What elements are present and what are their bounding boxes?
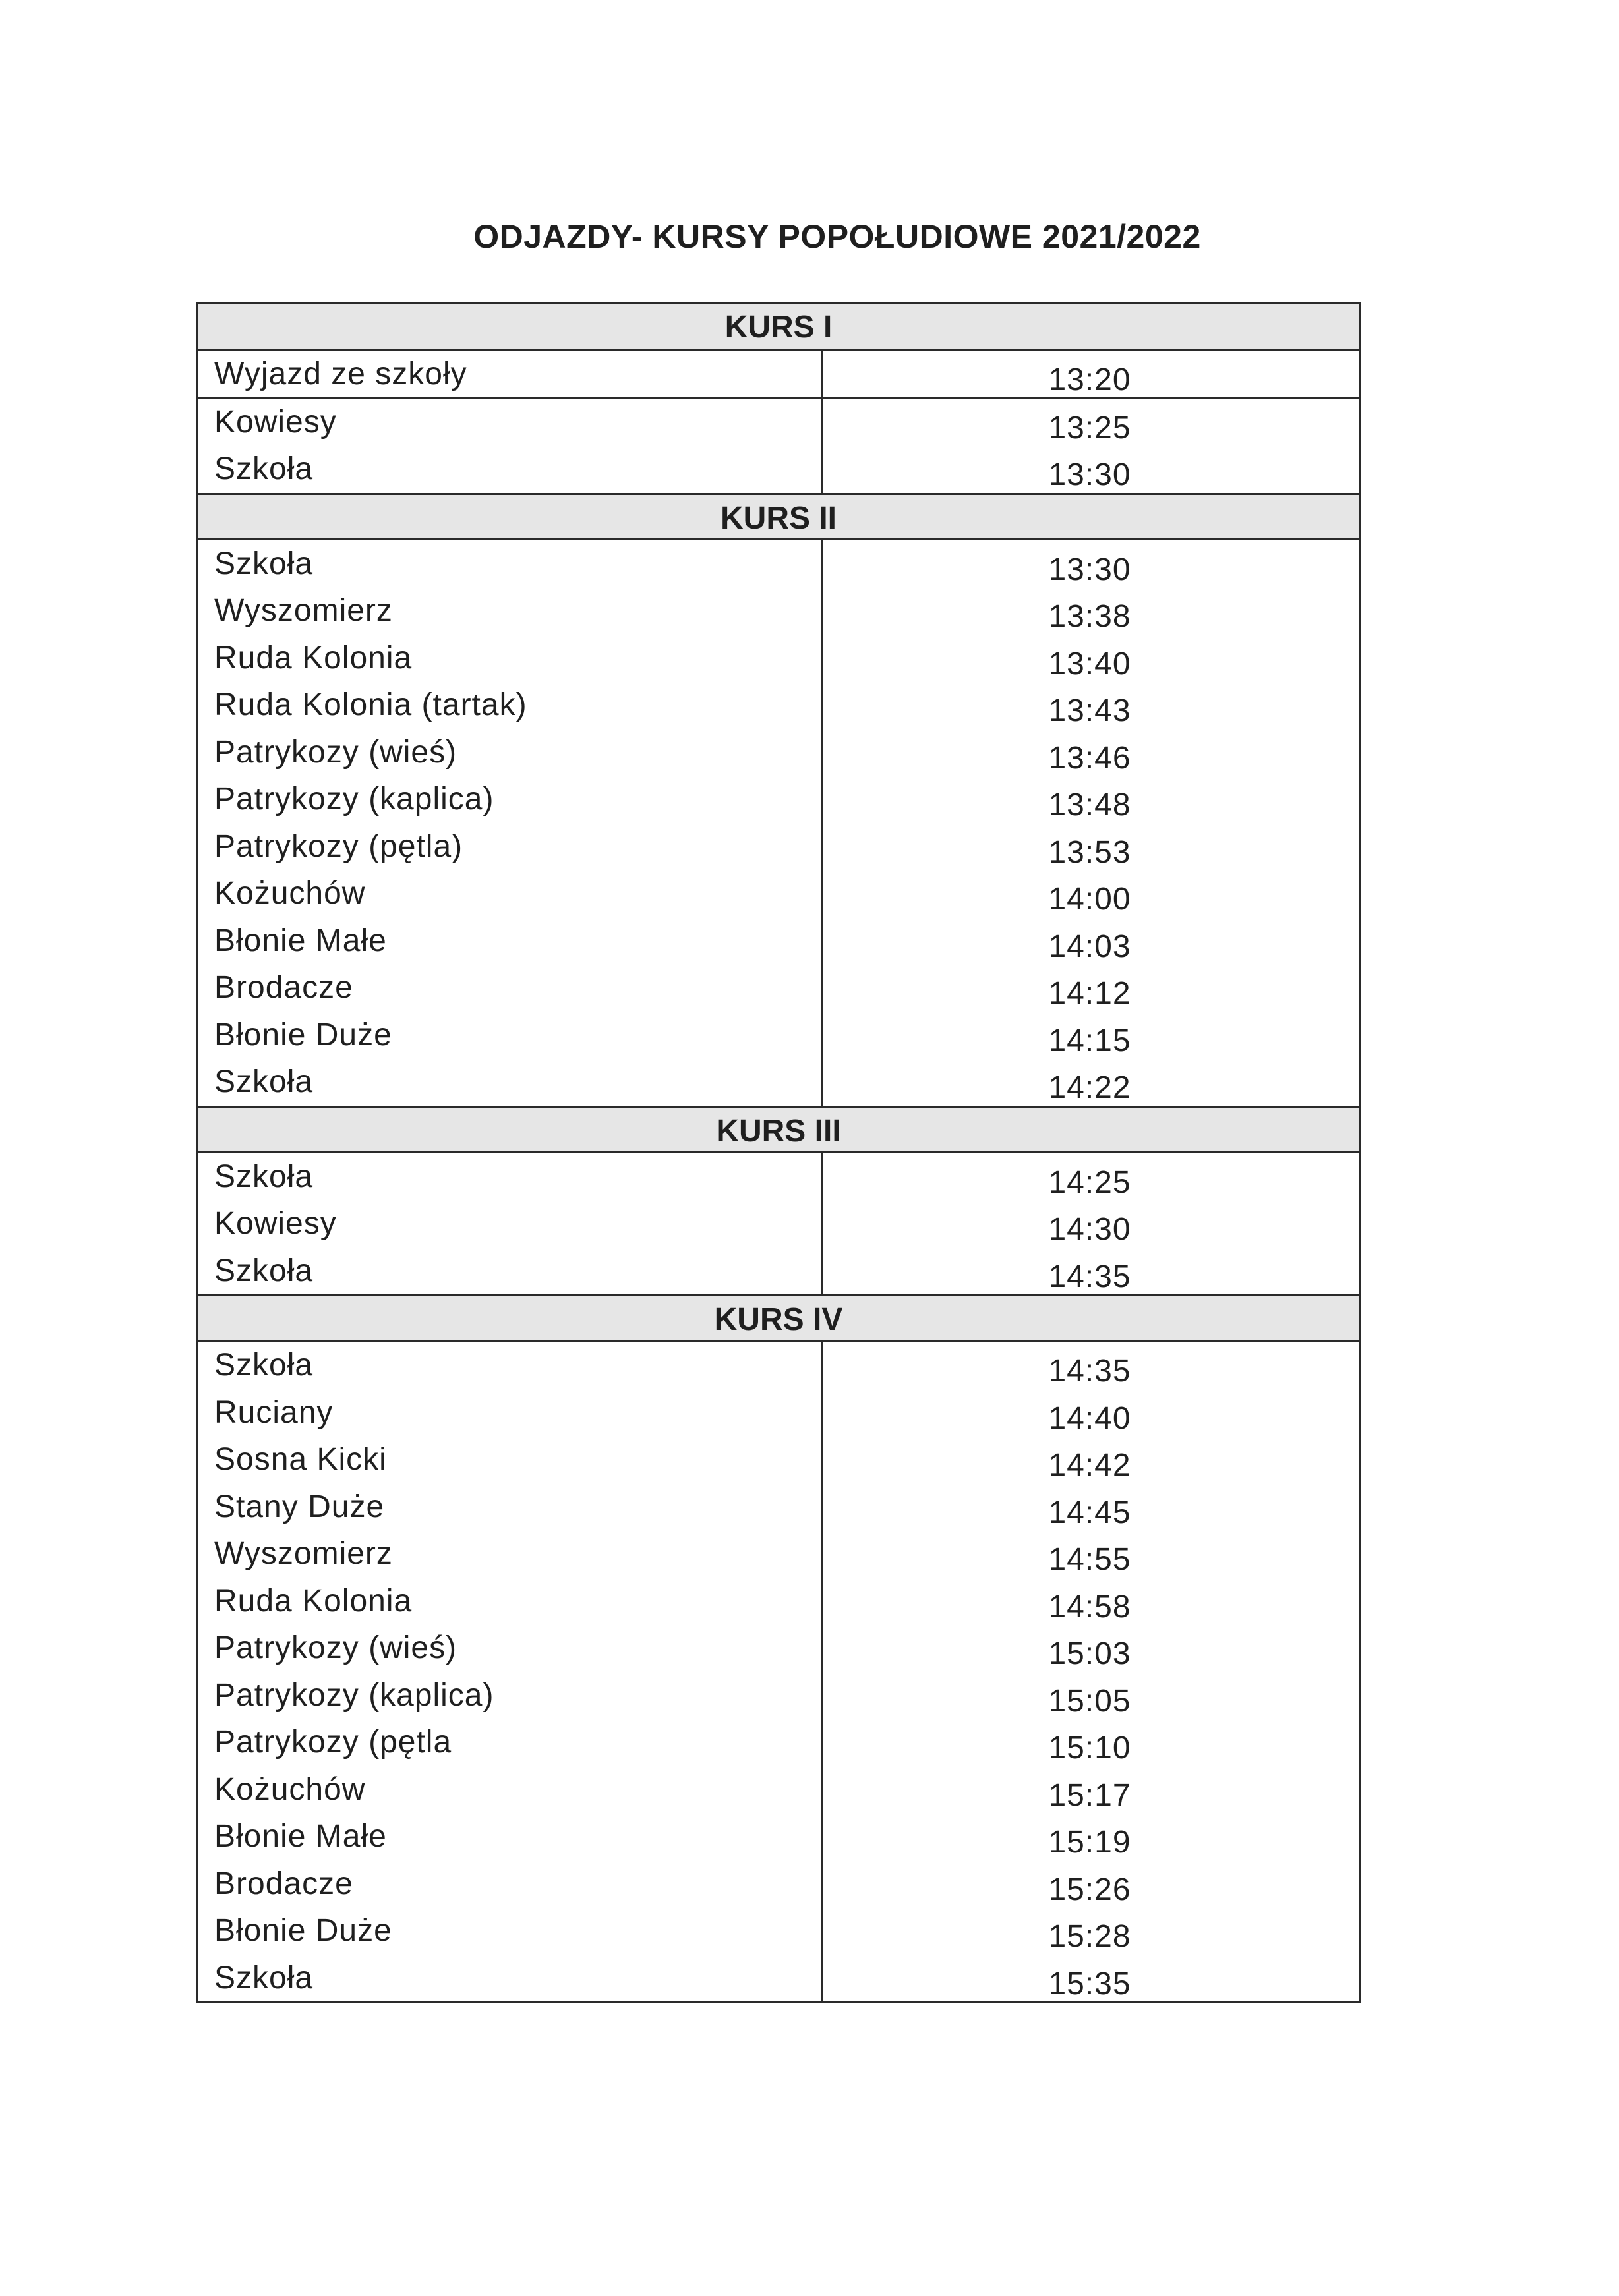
table-row — [198, 1153, 1359, 1201]
departure-time: 14:35 — [1048, 1259, 1131, 1294]
stop-name: Kożuchów — [214, 1771, 366, 1807]
departure-time: 13:40 — [1048, 646, 1131, 681]
departure-time: 13:30 — [1048, 552, 1131, 587]
stop-name: Brodacze — [214, 970, 353, 1006]
departure-time: 13:43 — [1048, 693, 1131, 729]
table-row — [198, 1907, 1359, 1955]
table-row — [198, 1012, 1359, 1059]
table-row — [198, 1719, 1359, 1766]
departure-time: 15:03 — [1048, 1636, 1131, 1672]
departure-time: 14:12 — [1048, 976, 1131, 1012]
stop-name: Ruda Kolonia (tartak) — [214, 687, 527, 723]
stop-name: Stany Duże — [214, 1489, 385, 1524]
table-row — [198, 964, 1359, 1012]
stop-name: Ruciany — [214, 1394, 334, 1430]
table-row — [198, 587, 1359, 635]
table-row — [198, 1624, 1359, 1672]
departure-time: 14:45 — [1048, 1495, 1131, 1530]
section-body — [198, 1342, 1359, 2001]
stop-name: Sosna Kicki — [214, 1442, 387, 1478]
table-row — [198, 1672, 1359, 1719]
section-header: KURS IV — [198, 1294, 1359, 1342]
table-row — [198, 635, 1359, 682]
stop-name: Szkoła — [214, 1348, 314, 1383]
table-row — [198, 1389, 1359, 1437]
table-row — [198, 1955, 1359, 2002]
page-title: ODJAZDY- KURSY POPOŁUDIOWE 2021/2022 — [473, 218, 1201, 255]
stop-name: Szkoła — [214, 1960, 314, 1995]
stop-name: Szkoła — [214, 1064, 314, 1100]
departure-time: 15:28 — [1048, 1919, 1131, 1955]
departure-time: 14:15 — [1048, 1023, 1131, 1058]
table-row — [198, 729, 1359, 776]
stop-name: Wyjazd ze szkoły — [214, 356, 467, 391]
departure-time: 14:55 — [1048, 1542, 1131, 1578]
departure-time: 13:30 — [1048, 457, 1131, 493]
table-row — [198, 1860, 1359, 1908]
departure-time: 13:48 — [1048, 788, 1131, 823]
departure-time: 13:20 — [1048, 362, 1131, 397]
departure-time: 13:25 — [1048, 410, 1131, 445]
departure-time: 14:25 — [1048, 1164, 1131, 1200]
departure-time: 13:53 — [1048, 834, 1131, 870]
table-row — [198, 776, 1359, 823]
section-header: KURS III — [198, 1106, 1359, 1153]
departure-time: 14:35 — [1048, 1354, 1131, 1389]
departure-time: 15:05 — [1048, 1683, 1131, 1719]
section-header: KURS I — [198, 304, 1359, 351]
stop-name: Kowiesy — [214, 1206, 337, 1242]
table-row — [198, 1248, 1359, 1295]
stop-name: Patrykozy (pętla — [214, 1725, 452, 1760]
table-row — [198, 1813, 1359, 1860]
departure-time: 15:35 — [1048, 1966, 1131, 2001]
section-body — [198, 540, 1359, 1106]
table-row — [198, 1530, 1359, 1578]
table-row — [198, 1342, 1359, 1389]
stop-name: Kożuchów — [214, 876, 366, 911]
section-body — [198, 1153, 1359, 1295]
departure-time: 14:40 — [1048, 1400, 1131, 1436]
departure-time: 14:03 — [1048, 929, 1131, 964]
table-row — [198, 399, 1359, 446]
table-row — [198, 1058, 1359, 1106]
departure-time: 14:22 — [1048, 1070, 1131, 1106]
departure-time: 15:19 — [1048, 1825, 1131, 1860]
departure-time: 13:38 — [1048, 599, 1131, 635]
table-row — [198, 1200, 1359, 1248]
table-row — [198, 351, 1359, 399]
stop-name: Szkoła — [214, 1253, 314, 1288]
table-row — [198, 681, 1359, 729]
table-row — [198, 445, 1359, 493]
stop-name: Błonie Małe — [214, 1819, 387, 1854]
stop-name: Patrykozy (pętla) — [214, 828, 463, 864]
departure-time: 14:42 — [1048, 1448, 1131, 1483]
stop-name: Kowiesy — [214, 404, 337, 440]
departure-time: 14:30 — [1048, 1212, 1131, 1248]
stop-name: Szkoła — [214, 546, 314, 581]
table-row — [198, 1578, 1359, 1625]
stop-name: Szkoła — [214, 451, 314, 487]
stop-name: Ruda Kolonia — [214, 1583, 413, 1619]
stop-name: Szkoła — [214, 1159, 314, 1194]
table-row — [198, 540, 1359, 588]
departure-time: 15:10 — [1048, 1731, 1131, 1766]
departure-time: 15:17 — [1048, 1777, 1131, 1813]
stop-name: Ruda Kolonia — [214, 640, 413, 675]
table-row — [198, 1766, 1359, 1814]
stop-name: Brodacze — [214, 1866, 353, 1901]
stop-name: Patrykozy (kaplica) — [214, 1677, 494, 1713]
table-row — [198, 823, 1359, 871]
table-row — [198, 917, 1359, 965]
section-header: KURS II — [198, 493, 1359, 540]
schedule-table — [196, 302, 1361, 2003]
stop-name: Błonie Duże — [214, 1017, 392, 1052]
table-row — [198, 1436, 1359, 1483]
section-body — [198, 351, 1359, 493]
departure-time: 14:00 — [1048, 882, 1131, 917]
departure-time: 14:58 — [1048, 1589, 1131, 1624]
stop-name: Błonie Duże — [214, 1913, 392, 1949]
table-row — [198, 870, 1359, 917]
departure-time: 15:26 — [1048, 1872, 1131, 1907]
stop-name: Patrykozy (wieś) — [214, 1630, 457, 1666]
departure-time: 13:46 — [1048, 740, 1131, 776]
table-row — [198, 1483, 1359, 1531]
stop-name: Patrykozy (kaplica) — [214, 782, 494, 817]
stop-name: Wyszomierz — [214, 593, 393, 629]
stop-name: Patrykozy (wieś) — [214, 734, 457, 770]
stop-name: Błonie Małe — [214, 923, 387, 958]
stop-name: Wyszomierz — [214, 1536, 393, 1572]
